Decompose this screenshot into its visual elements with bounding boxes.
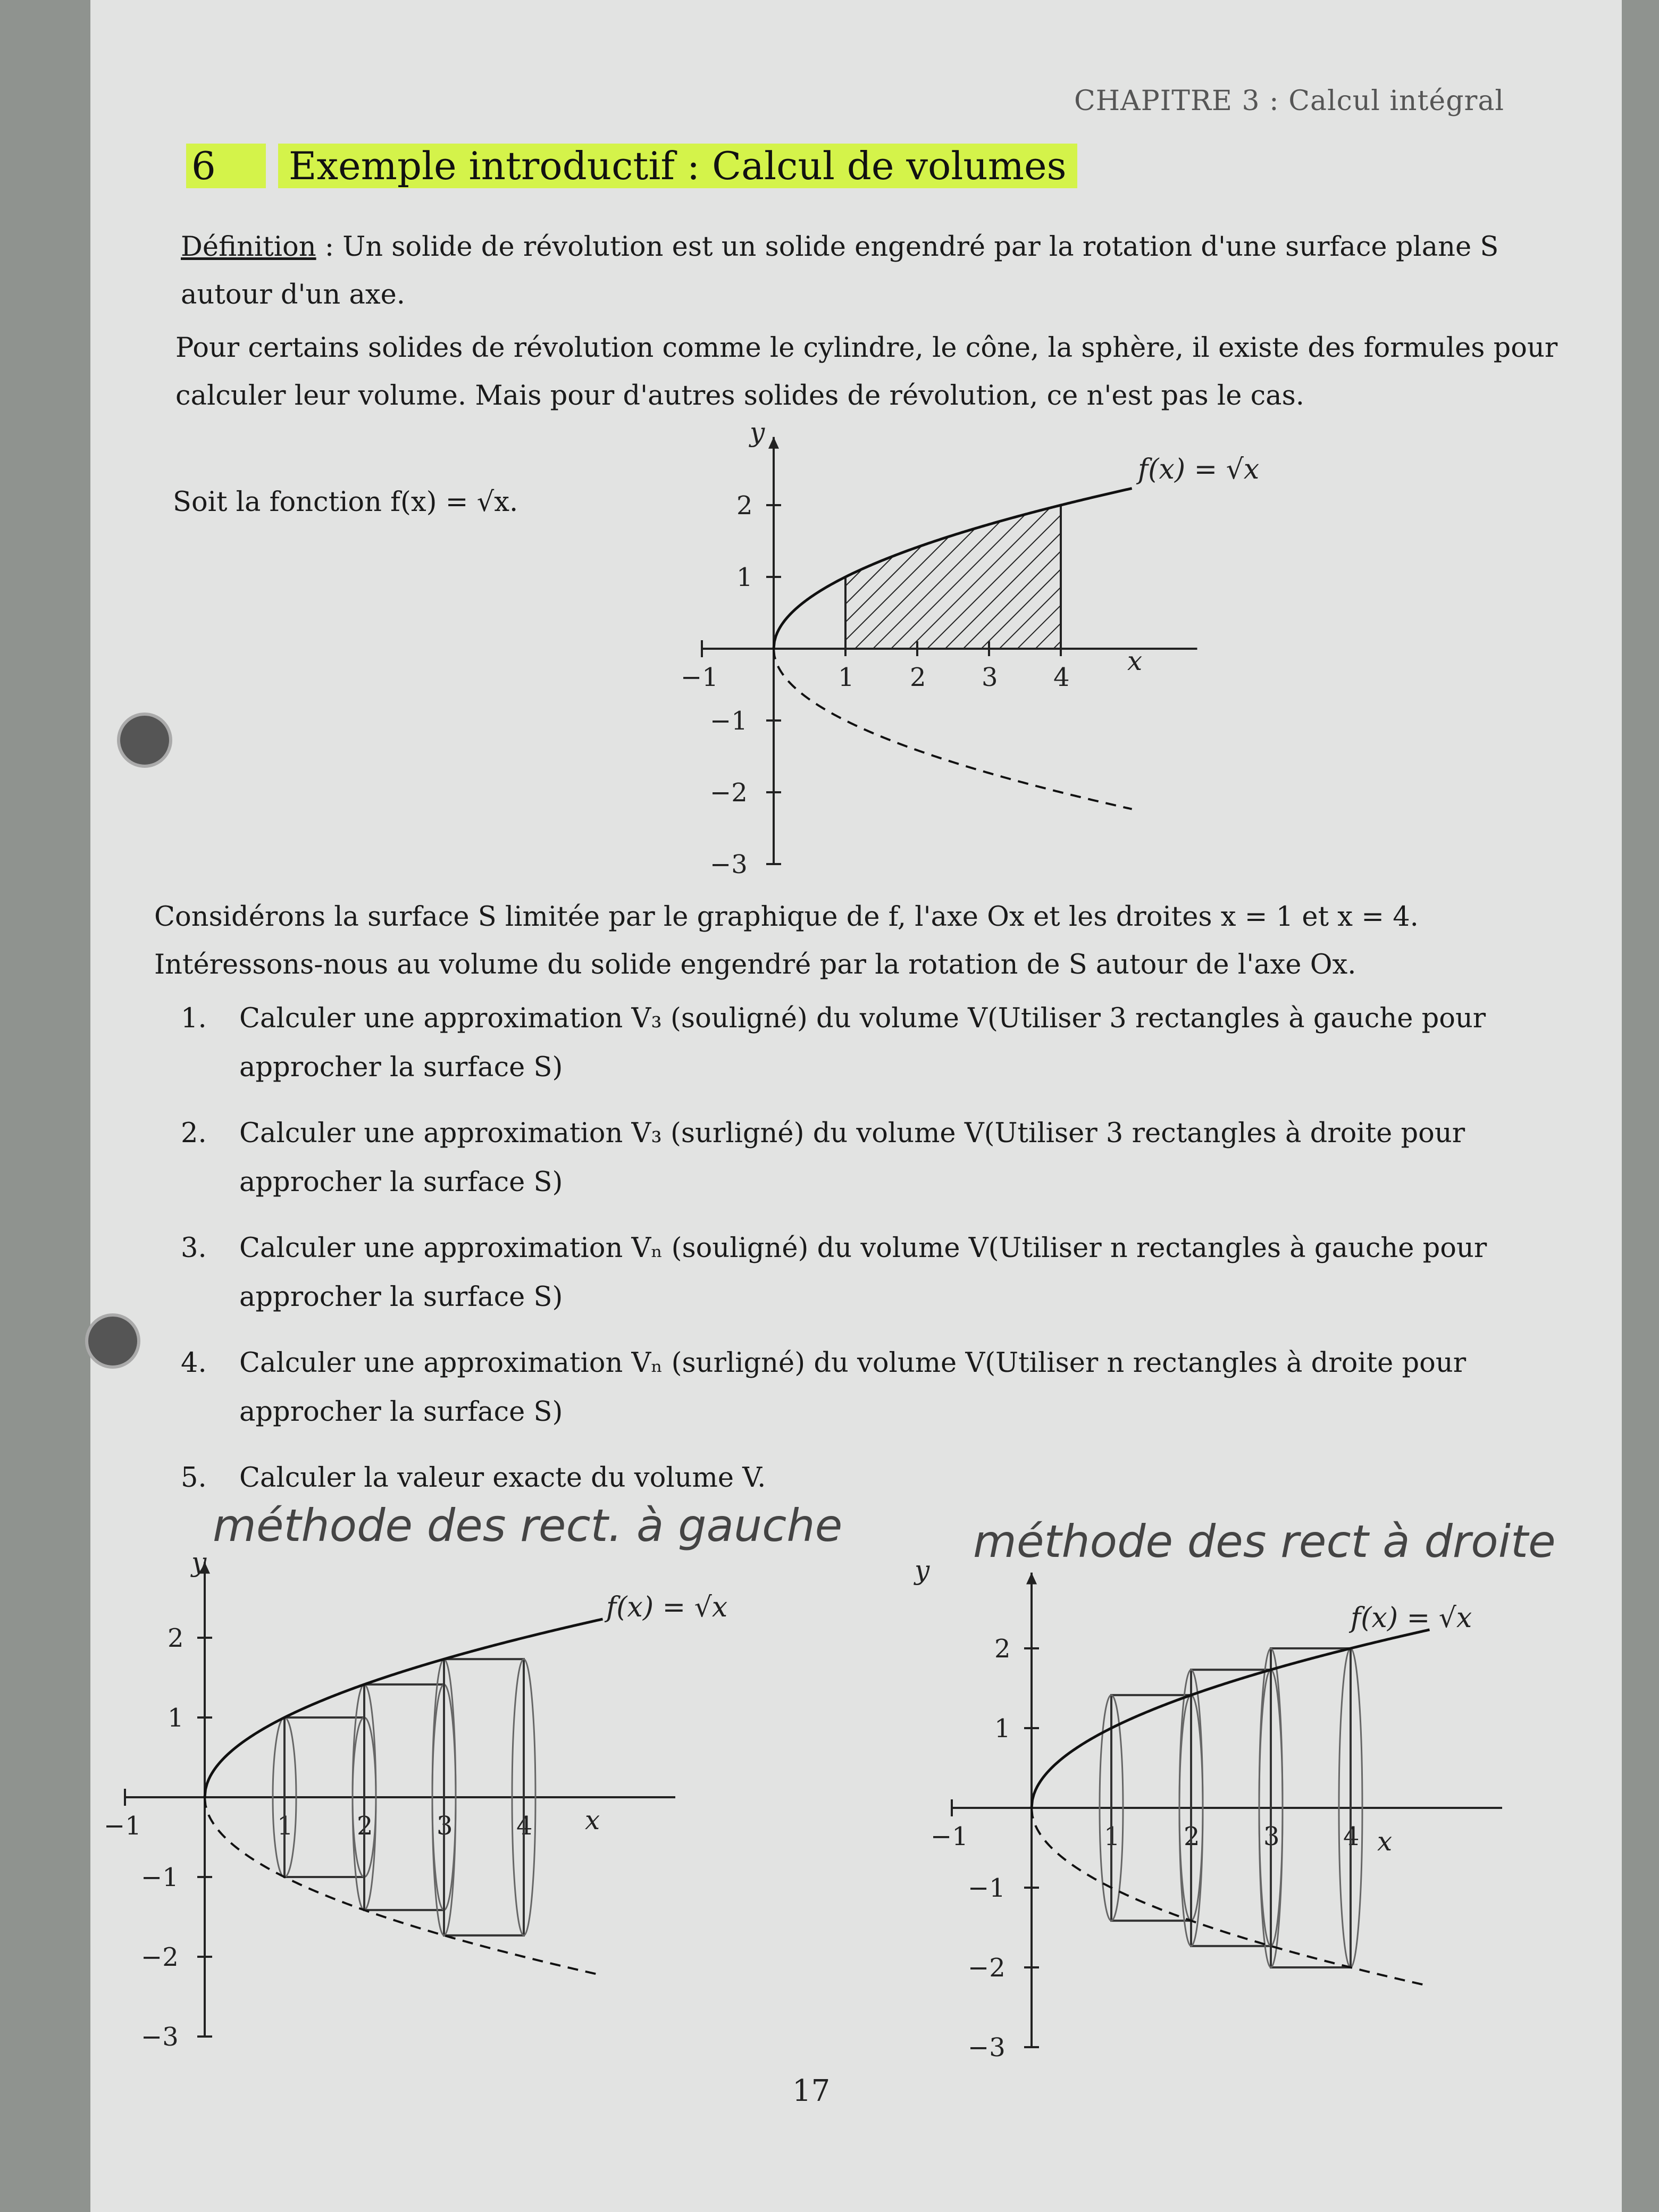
x-tick-label: 3 <box>437 1811 453 1841</box>
main-y-label: y <box>750 425 765 448</box>
x-tick-label: 2 <box>1184 1822 1200 1851</box>
section-title-text: Exemple introductif : Calcul de volumes <box>278 144 1077 188</box>
y-tick-label: 1 <box>167 1703 184 1733</box>
left-rectangles-graph <box>90 1542 835 2068</box>
question-item: 2. Calculer une approximation V₃ (surligné) du volume V(Utiliser 3 rectangles à droite pour approcher la surface S) <box>181 1118 1465 1198</box>
y-tick-label: −2 <box>141 1942 179 1972</box>
x-tick-label: 1 <box>838 663 854 692</box>
negative-sqrt-curve <box>1032 1808 1430 1986</box>
x-tick-label: 4 <box>516 1811 533 1841</box>
x-tick-label: 3 <box>1263 1822 1280 1851</box>
y-tick-label: 2 <box>167 1623 184 1653</box>
main-curve-label: f(x) = √x <box>1138 454 1260 485</box>
definition-paragraph <box>181 223 1574 319</box>
y-tick-label: 2 <box>736 491 753 521</box>
intro-paragraph: Pour certains solides de révolution comme le cylindre, le cône, la sphère, il existe des formules pour calculer leur volume. Mais pour d'autres solides de révolution, ce n'est pas le cas. <box>175 332 1558 412</box>
page-number: 17 <box>792 2074 831 2108</box>
sqrt-curve <box>1032 1630 1430 1808</box>
left-x-label: x <box>585 1805 600 1836</box>
handwriting-left: méthode des rect. à gauche <box>213 1499 843 1552</box>
question-item: 3. Calculer une approximation Vₙ (souligné) du volume V(Utiliser n rectangles à gauche pour approcher la surface S) <box>181 1233 1487 1313</box>
hatched-area <box>845 505 1061 649</box>
y-tick-label: −1 <box>141 1863 179 1892</box>
punch-hole <box>117 713 172 768</box>
handwriting-right: méthode des rect à droite <box>973 1515 1556 1568</box>
punch-hole <box>85 1313 140 1369</box>
main-graph <box>590 425 1335 883</box>
section-number: 6 <box>186 144 266 188</box>
x-tick-label: 4 <box>1343 1822 1360 1851</box>
right-curve-label: f(x) = √x <box>1351 1602 1472 1634</box>
y-tick-label: −1 <box>968 1873 1006 1903</box>
definition-label: Définition <box>181 231 316 263</box>
y-tick-label: −2 <box>710 778 748 808</box>
y-tick-label: −3 <box>710 850 748 879</box>
negative-sqrt-curve <box>205 1797 603 1975</box>
y-tick-label: 1 <box>736 563 753 592</box>
left-curve-label: f(x) = √x <box>606 1591 728 1623</box>
question-list <box>181 994 1595 1520</box>
y-axis-arrow <box>1026 1573 1037 1585</box>
x-tick-label: 2 <box>357 1811 373 1841</box>
left-y-label: y <box>191 1547 207 1578</box>
x-tick-label: 1 <box>277 1811 294 1841</box>
y-tick-label: −1 <box>710 706 748 736</box>
x-tick-label: 1 <box>1104 1822 1120 1851</box>
section-title <box>186 144 1077 188</box>
function-intro: Soit la fonction f(x) = √x. <box>173 487 518 518</box>
y-tick-label: 2 <box>994 1634 1011 1664</box>
x-tick-label: 4 <box>1053 663 1070 692</box>
chapter-header: CHAPITRE 3 : Calcul intégral <box>1074 85 1504 117</box>
paper-page <box>90 0 1622 2212</box>
y-tick-label: −3 <box>968 2033 1006 2063</box>
question-item: 4. Calculer une approximation Vₙ (surligné) du volume V(Utiliser n rectangles à droite pour approcher la surface S) <box>181 1347 1467 1428</box>
question-item: 5. Calculer la valeur exacte du volume V. <box>181 1462 766 1494</box>
y-axis-arrow <box>768 437 779 449</box>
surface-paragraph: Considérons la surface S limitée par le graphique de f, l'axe Ox et les droites x = 1 et x = 4. Intéressons-nous au volume du solide engendré par la rotation de S autour de l'axe Ox. <box>154 901 1419 981</box>
right-y-label: y <box>915 1555 930 1586</box>
x-tick-label: −1 <box>681 663 718 692</box>
definition-text: : Un solide de révolution est un solide engendré par la rotation d'une surface plane S autour d'un axe. <box>181 231 1499 311</box>
negative-sqrt-curve <box>774 649 1132 809</box>
question-item: 1. Calculer une approximation V₃ (souligné) du volume V(Utiliser 3 rectangles à gauche pour approcher la surface S) <box>181 1003 1486 1083</box>
right-rectangles-graph <box>845 1547 1590 2074</box>
sqrt-curve <box>205 1619 603 1797</box>
x-tick-label: −1 <box>931 1822 968 1851</box>
main-x-label: x <box>1127 646 1143 676</box>
x-tick-label: −1 <box>104 1811 141 1841</box>
x-tick-label: 2 <box>910 663 926 692</box>
y-tick-label: −2 <box>968 1953 1006 1983</box>
x-tick-label: 3 <box>982 663 998 692</box>
y-tick-label: 1 <box>994 1714 1011 1744</box>
right-x-label: x <box>1377 1826 1393 1857</box>
y-tick-label: −3 <box>141 2022 179 2052</box>
